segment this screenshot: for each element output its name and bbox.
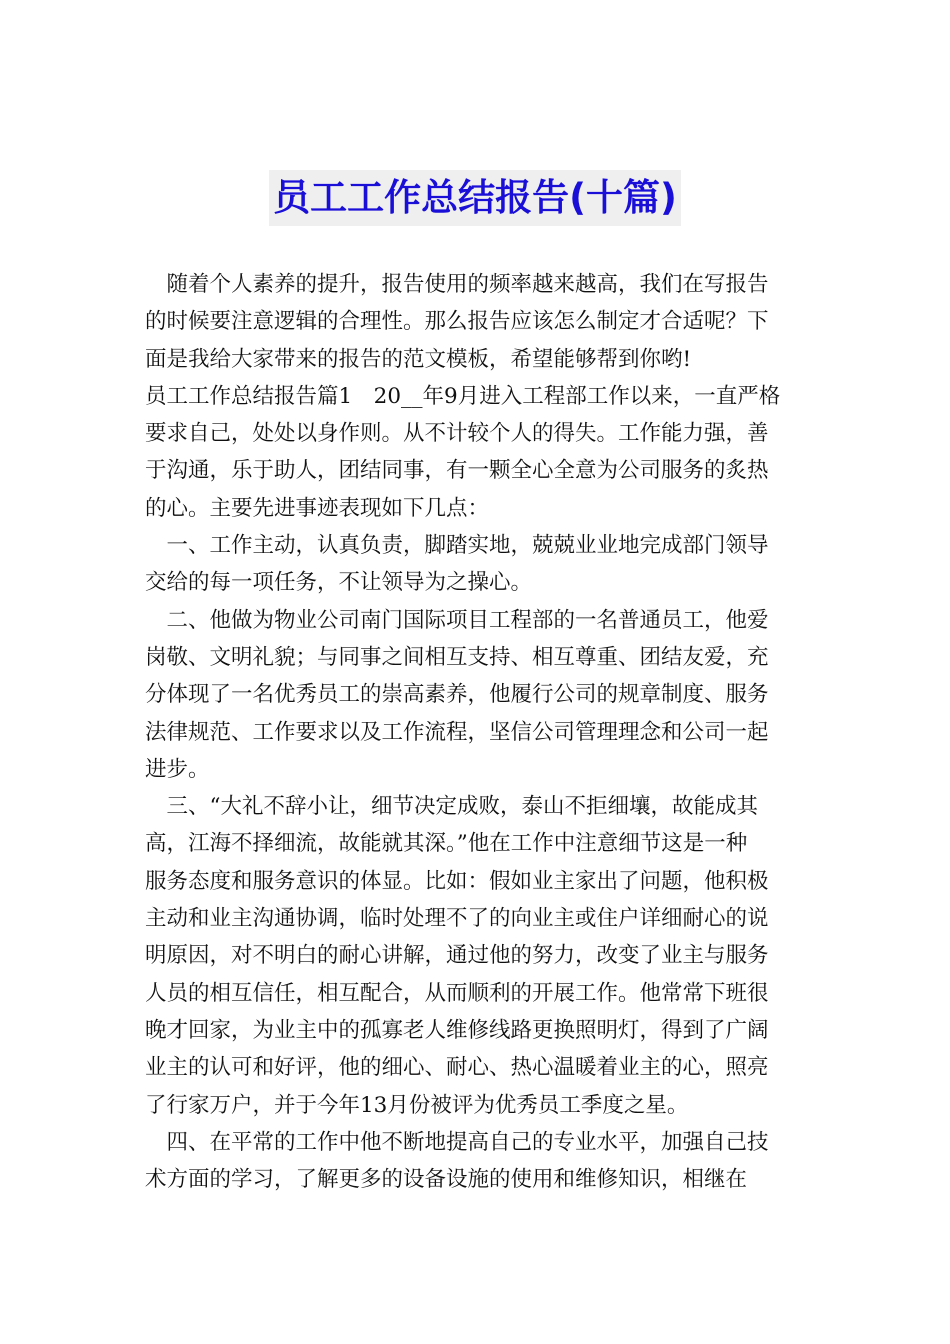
body-line: 交给的每一项任务，不让领导为之操心。 [145,570,533,596]
body-line: 高，江海不择细流，故能就其深。”他在工作中注意细节这是一种 [145,831,748,857]
body-line: 一、工作主动，认真负责，脚踏实地，兢兢业业地完成部门领导 [145,533,769,559]
body-line: 随着个人素养的提升，报告使用的频率越来越高，我们在写报告 [145,272,769,297]
body-line: 要求自己，处处以身作则。从不计较个人的得失。工作能力强，善 [145,421,769,447]
title-container [0,170,950,226]
body-line: 四、在平常的工作中他不断地提高自己的专业水平，加强自己技 [145,1129,769,1155]
body-line: 主动和业主沟通协调，临时处理不了的向业主或住户详细耐心的说 [145,906,769,932]
body-line: 分体现了一名优秀员工的崇高素养，他履行公司的规章制度、服务 [145,682,769,708]
body-line: 岗敬、文明礼貌；与同事之间相互支持、相互尊重、团结友爱，充 [145,644,769,670]
body-line: 法律规范、工作要求以及工作流程，坚信公司管理理念和公司一起 [145,719,769,745]
body-line: 人员的相互信任，相互配合，从而顺利的开展工作。他常常下班很 [145,980,769,1006]
body-line: 进步。 [145,756,210,782]
body-line: 员工工作总结报告篇1 20__年9月进入工程部工作以来，一直严格 [145,383,781,409]
body-line: 的时候要注意逻辑的合理性。那么报告应该怎么制定才合适呢？下 [145,309,769,335]
body-line: 的心。主要先进事迹表现如下几点： [145,495,490,521]
body-line: 晚才回家，为业主中的孤寡老人维修线路更换照明灯，得到了广阔 [145,1017,769,1043]
document-title: 员工工作总结报告(十篇) [269,170,681,226]
body-line: 服务态度和服务意识的体显。比如：假如业主家出了问题，他积极 [145,868,769,894]
body-line: 面是我给大家带来的报告的范文模板，希望能够帮到你哟! [145,346,692,372]
body-line: 了行家万户，并于今年13月份被评为优秀员工季度之星。 [145,1092,689,1118]
body-line: 明原因，对不明白的耐心讲解，通过他的努力，改变了业主与服务 [145,943,769,969]
body-line: 三、“大礼不辞小让，细节决定成败，泰山不拒细壤，故能成其 [145,794,758,820]
body-line: 于沟通，乐于助人，团结同事，有一颗全心全意为公司服务的炙热 [145,458,769,484]
body-line: 业主的认可和好评，他的细心、耐心、热心温暖着业主的心，照亮 [145,1055,769,1081]
body-line: 二、他做为物业公司南门国际项目工程部的一名普通员工，他爱 [145,607,769,633]
body-line: 术方面的学习，了解更多的设备设施的使用和维修知识，相继在 [145,1167,748,1193]
document-body [145,266,807,1198]
